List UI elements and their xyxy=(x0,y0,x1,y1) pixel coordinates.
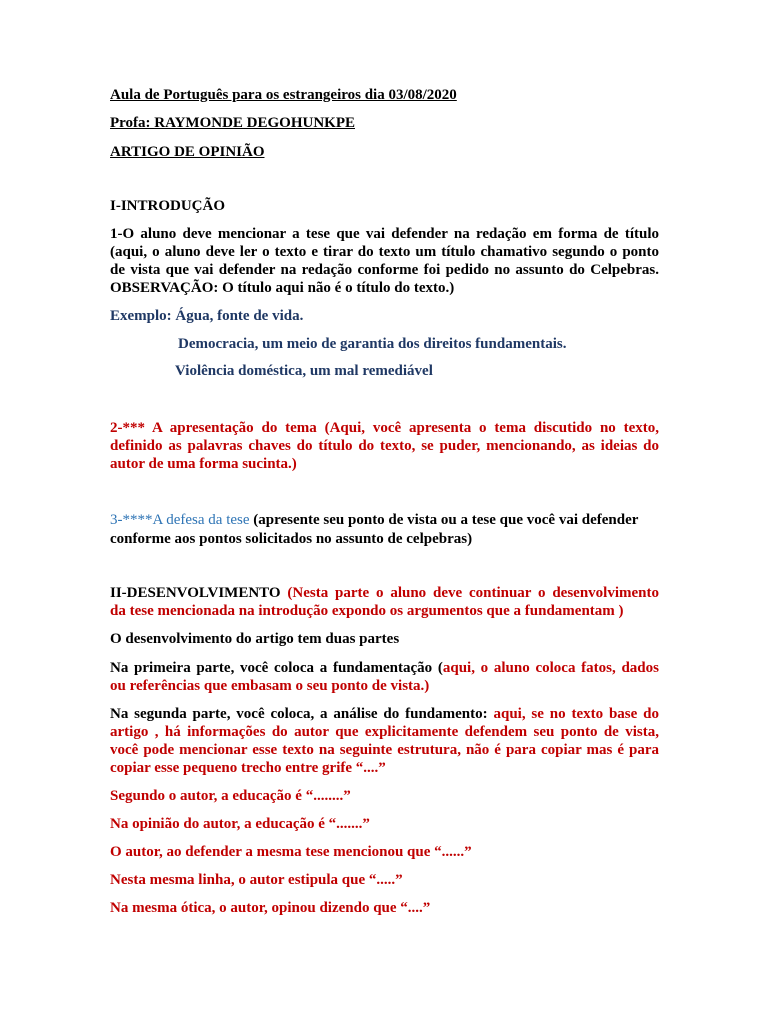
quote-example-3: O autor, ao defender a mesma tese mencionou que “......” xyxy=(110,844,472,860)
quote-example-1: Segundo o autor, a educação é “........” xyxy=(110,788,351,804)
dev-parts: O desenvolvimento do artigo tem duas partes xyxy=(110,631,400,647)
document-title: ARTIGO DE OPINIÃO xyxy=(110,144,265,160)
thesis-defense-label: 3-****A defesa da tese xyxy=(110,512,250,528)
intro-paragraph-3-line-1 xyxy=(110,511,638,529)
dev-second-line xyxy=(110,705,659,723)
intro-p2-line: autor de uma forma sucinta.) xyxy=(110,456,297,472)
thesis-defense-text: (apresente seu ponto de vista ou a tese que você vai defender xyxy=(249,512,639,528)
dev-first-line xyxy=(110,659,659,677)
dev-second-lead: Na segunda parte, você coloca, a análise do fundamento: xyxy=(110,706,494,722)
intro-paragraph-2 xyxy=(110,419,659,473)
dev-first-part xyxy=(110,659,659,695)
example-democracia: Democracia, um meio de garantia dos direitos fundamentais. xyxy=(178,336,567,352)
intro-paragraph-1 xyxy=(110,225,659,297)
intro-p2-line: 2-*** A apresentação do tema (Aqui, você apresenta o tema discutido no texto, xyxy=(110,420,659,436)
dev-heading-note: (Nesta parte o aluno deve continuar o desenvolvimento xyxy=(287,585,659,601)
header-line-class: Aula de Português para os estrangeiros dia 03/08/2020 xyxy=(110,87,457,103)
intro-p1-line: de vista que vai defender na redação conforme foi pedido no assunto do Celpebras. xyxy=(110,262,659,278)
dev-second-red-line: você pode mencionar esse texto na seguinte estrutura, não é para copiar mas é para xyxy=(110,742,659,758)
dev-heading: II-DESENVOLVIMENTO xyxy=(110,585,288,601)
intro-p1-line: OBSERVAÇÃO: O título aqui não é o título do texto.) xyxy=(110,280,455,296)
dev-first-red: aqui, o aluno coloca fatos, dados xyxy=(442,660,659,676)
intro-heading: I-INTRODUÇÃO xyxy=(110,198,226,214)
intro-p1-line: (aqui, o aluno deve ler o texto e tirar do texto um título chamativo segundo o ponto xyxy=(110,244,659,260)
dev-first-lead: Na primeira parte, você coloca a fundamentação ( xyxy=(110,660,443,676)
intro-paragraph-3-line-2: conforme aos pontos solicitados no assunto de celpebras) xyxy=(110,531,473,547)
quote-example-5: Na mesma ótica, o autor, opinou dizendo que “....” xyxy=(110,900,431,916)
intro-p1-line: 1-O aluno deve mencionar a tese que vai defender na redação em forma de título xyxy=(110,226,659,242)
quote-example-2: Na opinião do autor, a educação é “.......” xyxy=(110,816,370,832)
example-label: Exemplo: Água, fonte de vida. xyxy=(110,308,304,324)
dev-second-red: aqui, se no texto base do xyxy=(493,706,659,722)
intro-p2-line: definido as palavras chaves do título do texto, se puder, mencionando, as ideias do xyxy=(110,438,659,454)
dev-first-red-line: ou referências que embasam o seu ponto de vista.) xyxy=(110,678,430,694)
header-line-teacher: Profa: RAYMONDE DEGOHUNKPE xyxy=(110,115,355,131)
quote-example-4: Nesta mesma linha, o autor estipula que “.....” xyxy=(110,872,403,888)
dev-heading-note-line: da tese mencionada na introdução expondo os argumentos que a fundamentam ) xyxy=(110,603,624,619)
dev-second-part xyxy=(110,705,659,777)
dev-heading-block xyxy=(110,584,659,620)
dev-second-red-line: artigo , há informações do autor que explicitamente defendem seu ponto de vista, xyxy=(110,724,659,740)
dev-heading-line xyxy=(110,584,659,602)
example-violencia: Violência doméstica, um mal remediável xyxy=(175,363,433,379)
dev-second-red-line: copiar esse pequeno trecho entre grife “....” xyxy=(110,760,386,776)
